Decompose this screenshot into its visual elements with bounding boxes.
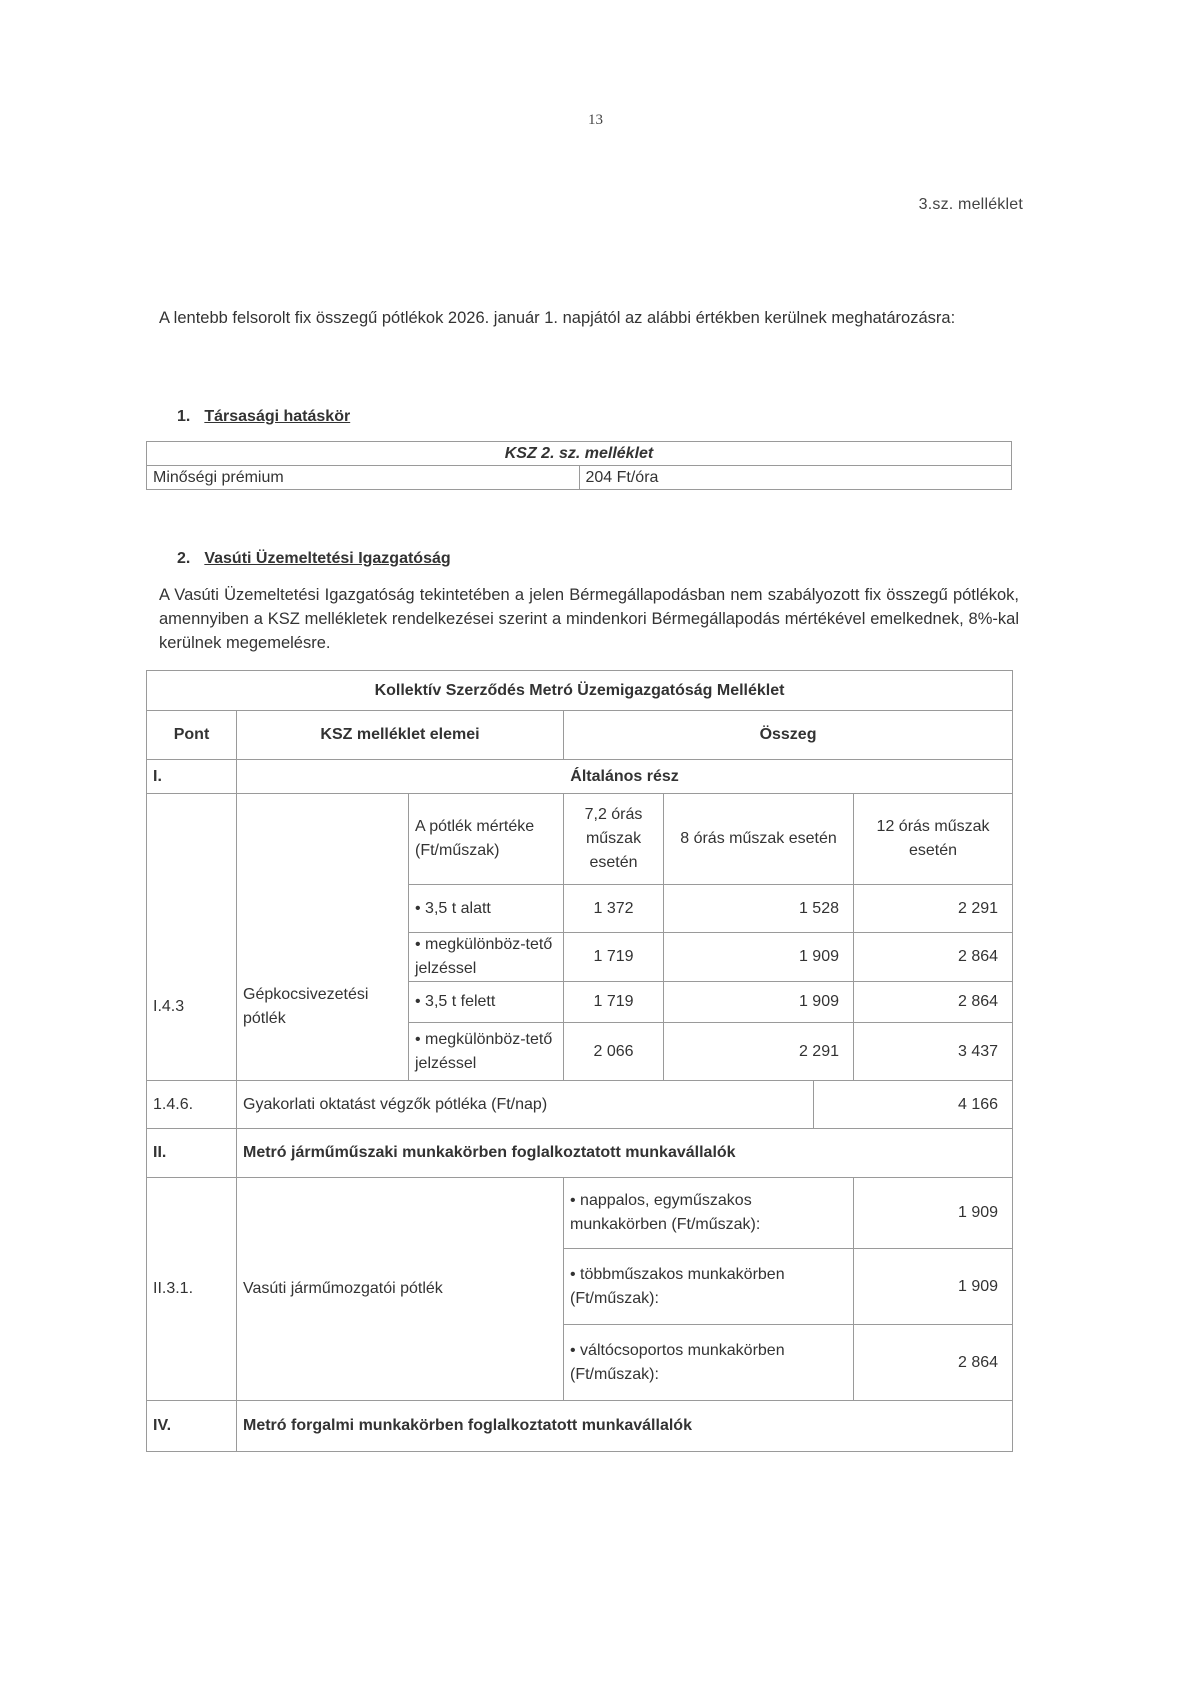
row-value: 2 864 bbox=[854, 1325, 1013, 1401]
row-label: Minőségi prémium bbox=[147, 466, 580, 490]
value-8: 1 528 bbox=[664, 885, 854, 933]
value-8: 1 909 bbox=[664, 933, 854, 982]
header-pont: Pont bbox=[147, 711, 237, 760]
item-code: II.3.1. bbox=[147, 1178, 237, 1401]
section-title: Társasági hatáskör bbox=[204, 408, 351, 425]
header-osszeg: Összeg bbox=[564, 711, 1013, 760]
intro-paragraph: A lentebb felsorolt fix összegű pótlékok 2026. január 1. napjától az alábbi értékben kerülnek meghatározásra: bbox=[159, 309, 956, 327]
section-2-paragraph: A Vasúti Üzemeltetési Igazgatóság tekintetében a jelen Bérmegállapodásban nem szabályozott fix összegű pótlékok, amennyiben a KSZ mellékletek rendelkezései szerint a mindenkori Bérmegállapodás mértékével emelkednek, 8%-kal kerülnek megemelésre. bbox=[159, 586, 1019, 652]
col-12: 12 órás műszak esetén bbox=[854, 794, 1013, 885]
premium-table bbox=[146, 441, 1012, 490]
table-title: Kollektív Szerződés Metró Üzemigazgatóság Melléklet bbox=[147, 671, 1013, 711]
col-8: 8 órás műszak esetén bbox=[664, 794, 854, 885]
item-name: Gyakorlati oktatást végzők pótléka (Ft/nap) bbox=[237, 1081, 814, 1129]
header-elemek: KSZ melléklet elemei bbox=[237, 711, 564, 760]
item-code: 1.4.6. bbox=[147, 1081, 237, 1129]
part-code: II. bbox=[147, 1129, 237, 1178]
page-number: 13 bbox=[588, 112, 603, 128]
allowance-table bbox=[146, 670, 1013, 1452]
annex-label: 3.sz. melléklet bbox=[918, 196, 1023, 213]
row-label: • megkülönböz-tető jelzéssel bbox=[409, 1023, 564, 1081]
row-label: • megkülönböz-tető jelzéssel bbox=[409, 933, 564, 982]
row-label: • 3,5 t felett bbox=[409, 982, 564, 1023]
col-72: 7,2 órás műszak esetén bbox=[564, 794, 664, 885]
section-1-heading bbox=[177, 408, 350, 426]
part-code: IV. bbox=[147, 1401, 237, 1452]
item-value: 4 166 bbox=[814, 1081, 1013, 1129]
table-row bbox=[147, 466, 1012, 490]
item-code: I.4.3 bbox=[147, 794, 237, 1081]
item-name: Gépkocsivezetési pótlék bbox=[237, 794, 409, 1081]
part-title: Metró járműműszaki munkakörben foglalkoztatott munkavállalók bbox=[237, 1129, 1013, 1178]
value-72: 1 719 bbox=[564, 933, 664, 982]
row-label: • többműszakos munkakörben (Ft/műszak): bbox=[564, 1249, 854, 1325]
table-row bbox=[147, 1178, 1013, 1249]
section-number: 1. bbox=[177, 408, 191, 425]
item-name: Vasúti járműmozgatói pótlék bbox=[237, 1178, 564, 1401]
value-72: 2 066 bbox=[564, 1023, 664, 1081]
value-12: 2 864 bbox=[854, 982, 1013, 1023]
row-value: 1 909 bbox=[854, 1178, 1013, 1249]
row-label: • nappalos, egyműszakos munkakörben (Ft/műszak): bbox=[564, 1178, 854, 1249]
value-72: 1 372 bbox=[564, 885, 664, 933]
value-8: 1 909 bbox=[664, 982, 854, 1023]
table-caption: KSZ 2. sz. melléklet bbox=[147, 442, 1012, 466]
rate-label: A pótlék mértéke (Ft/műszak) bbox=[409, 794, 564, 885]
row-label: • 3,5 t alatt bbox=[409, 885, 564, 933]
row-label: • váltócsoportos munkakörben (Ft/műszak): bbox=[564, 1325, 854, 1401]
section-number: 2. bbox=[177, 550, 191, 567]
row-value: 1 909 bbox=[854, 1249, 1013, 1325]
value-12: 2 291 bbox=[854, 885, 1013, 933]
value-12: 3 437 bbox=[854, 1023, 1013, 1081]
value-8: 2 291 bbox=[664, 1023, 854, 1081]
part-title: Általános rész bbox=[237, 760, 1013, 794]
part-title: Metró forgalmi munkakörben foglalkoztatott munkavállalók bbox=[237, 1401, 1013, 1452]
value-72: 1 719 bbox=[564, 982, 664, 1023]
row-value: 204 Ft/óra bbox=[579, 466, 1012, 490]
section-title: Vasúti Üzemeltetési Igazgatóság bbox=[204, 550, 451, 567]
section-2-heading bbox=[177, 550, 451, 568]
part-code: I. bbox=[147, 760, 237, 794]
value-12: 2 864 bbox=[854, 933, 1013, 982]
